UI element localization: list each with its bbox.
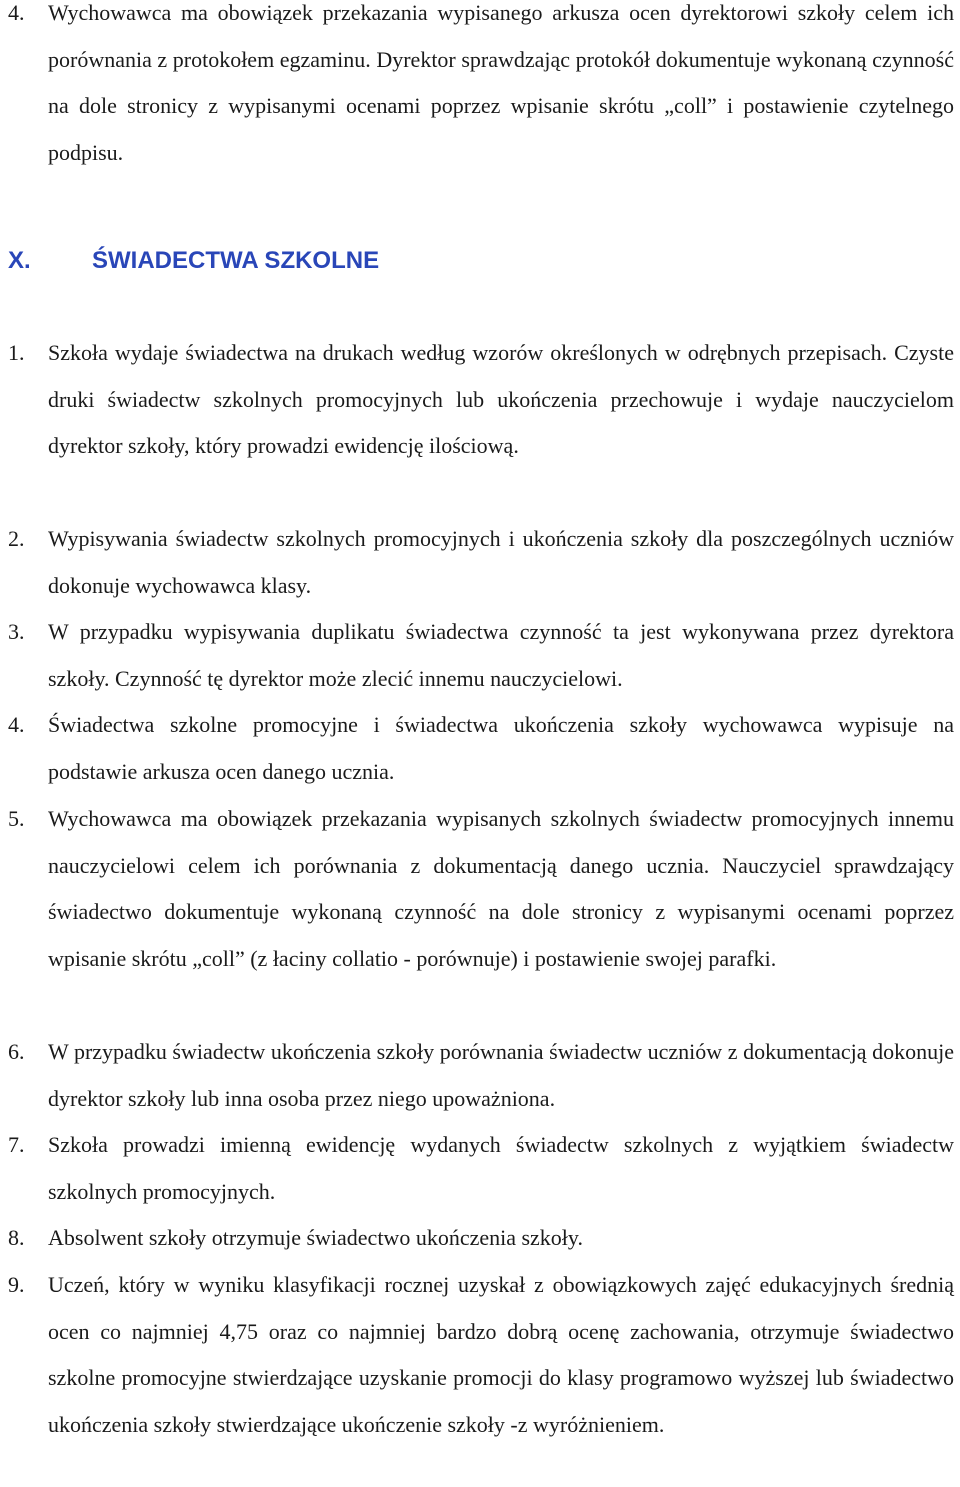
- list-item-number: 8.: [8, 1225, 25, 1250]
- list-item-2: [8, 516, 954, 609]
- list-item-text: Wychowawca ma obowiązek przekazania wypisanego arkusza ocen dyrektorowi szkoły celem ich porównania z protokołem egzaminu. Dyrektor sprawdzając protokół dokumentuje wykonaną czynność na dole stronicy z wypisanymi ocenami poprzez wpisanie skrótu „coll” i postawienie czytelnego podpisu.: [48, 0, 954, 165]
- list-item-number: 4.: [8, 712, 25, 737]
- list-item-text: Wychowawca ma obowiązek przekazania wypisanych szkolnych świadectw promocyjnych innemu nauczycielowi celem ich porównania z dokumentacją danego ucznia. Nauczyciel sprawdzający świadectwo dokumentuje wykonaną czynność na dole stronicy z wypisanymi ocenami poprzez wpisanie skrótu „coll” (z łaciny collatio - porównuje) i postawienie swojej parafki.: [48, 806, 954, 971]
- list-item-text: Absolwent szkoły otrzymuje świadectwo ukończenia szkoły.: [48, 1225, 583, 1250]
- list-item-5: [8, 796, 954, 982]
- list-item-3: [8, 609, 954, 702]
- list-item-number: 7.: [8, 1132, 25, 1157]
- list-item-text: W przypadku świadectw ukończenia szkoły porównania świadectw uczniów z dokumentacją dokonuje dyrektor szkoły lub inna osoba przez niego upoważniona.: [48, 1039, 954, 1111]
- list-item-8: [8, 1215, 954, 1262]
- list-item-text: W przypadku wypisywania duplikatu świadectwa czynność ta jest wykonywana przez dyrektora szkoły. Czynność tę dyrektor może zlecić innemu nauczycielowi.: [48, 619, 954, 691]
- list-item-number: 3.: [8, 619, 25, 644]
- list-item-6: [8, 1029, 954, 1122]
- section-number: X.: [8, 247, 31, 274]
- list-item-text: Uczeń, który w wyniku klasyfikacji rocznej uzyskał z obowiązkowych zajęć edukacyjnych średnią ocen co najmniej 4,75 oraz co najmniej bardzo dobrą ocenę zachowania, otrzymuje świadectwo szkolne promocyjne stwierdzające uzyskanie promocji do klasy programowo wyższej lub świadectwo ukończenia szkoły stwierdzające ukończenie szkoły -z wyróżnieniem.: [48, 1272, 954, 1437]
- list-item-number: 5.: [8, 806, 25, 831]
- list-item-text: Wypisywania świadectw szkolnych promocyjnych i ukończenia szkoły dla poszczególnych uczniów dokonuje wychowawca klasy.: [48, 526, 954, 598]
- section-title: ŚWIADECTWA SZKOLNE: [92, 247, 380, 274]
- list-item-9: [8, 1262, 954, 1448]
- list-item-number: 4.: [8, 0, 25, 25]
- list-item-1: [8, 330, 954, 470]
- list-item-number: 1.: [8, 340, 25, 365]
- section-heading: [8, 238, 379, 284]
- list-item-text: Szkoła wydaje świadectwa na drukach według wzorów określonych w odrębnych przepisach. Czyste druki świadectw szkolnych promocyjnych lub ukończenia przechowuje i wydaje nauczycielom dyrektor szkoły, który prowadzi ewidencję ilościową.: [48, 340, 954, 458]
- list-item-text: Świadectwa szkolne promocyjne i świadectwa ukończenia szkoły wychowawca wypisuje na podstawie arkusza ocen danego ucznia.: [48, 712, 954, 784]
- list-item-7: [8, 1122, 954, 1215]
- list-item-number: 9.: [8, 1272, 25, 1297]
- list-item-4: [8, 702, 954, 795]
- list-item-number: 2.: [8, 526, 25, 551]
- list-item-number: 6.: [8, 1039, 25, 1064]
- prev-list-item-4: [8, 0, 954, 176]
- list-item-text: Szkoła prowadzi imienną ewidencję wydanych świadectw szkolnych z wyjątkiem świadectw szkolnych promocyjnych.: [48, 1132, 954, 1204]
